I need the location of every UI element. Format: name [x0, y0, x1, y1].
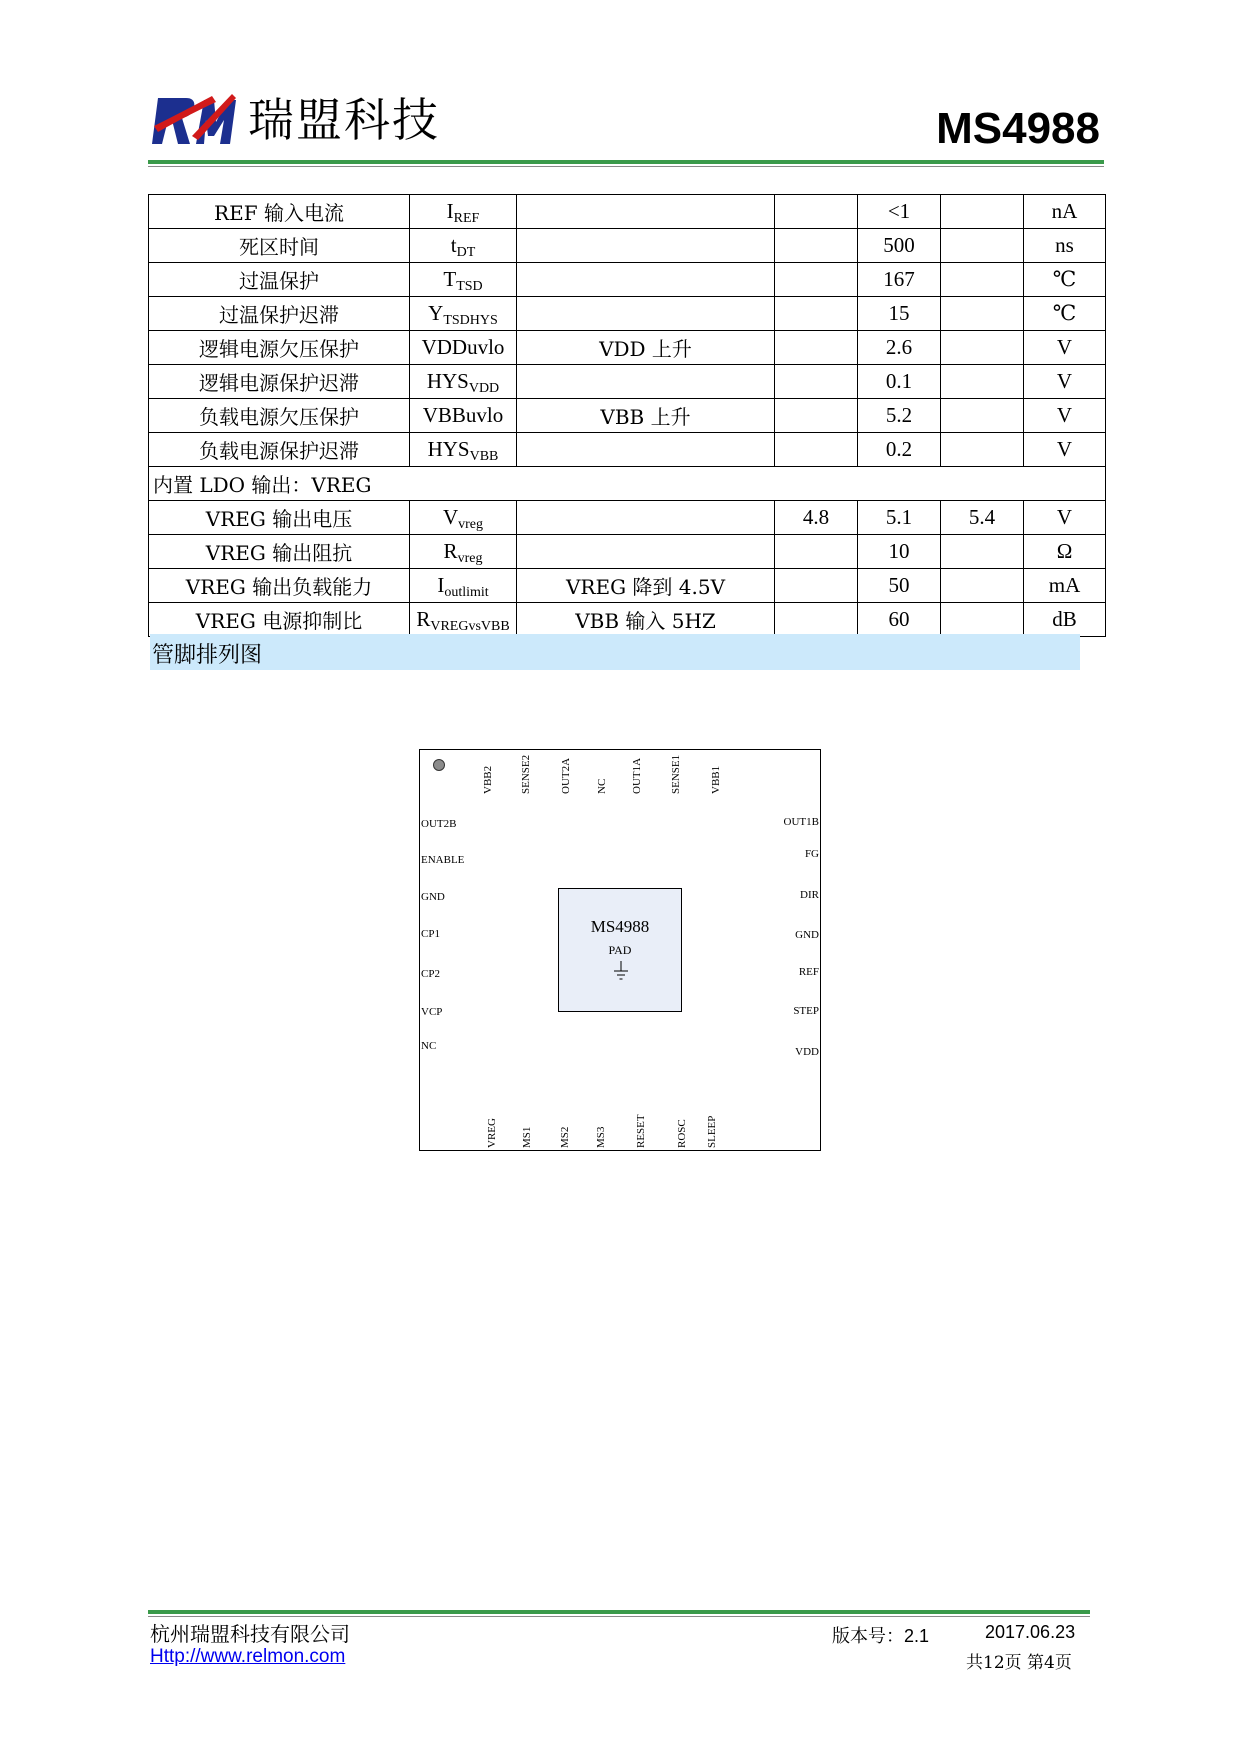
condition-cell — [517, 297, 775, 331]
logo-mark-icon — [152, 92, 236, 150]
pin-label-left: CP2 — [421, 968, 440, 980]
max-cell — [941, 195, 1024, 229]
max-cell — [941, 603, 1024, 637]
parameter-cell: VREG 输出电压 — [149, 501, 410, 535]
footer-date: 2017.06.23 — [985, 1622, 1076, 1642]
exposed-pad — [558, 888, 682, 1012]
symbol-cell — [410, 297, 517, 331]
table-row — [149, 263, 1106, 297]
unit-cell: ℃ — [1024, 297, 1106, 331]
pin-label-left: CP1 — [421, 928, 440, 940]
pin-label-top: VBB2 — [482, 765, 494, 794]
footer-version — [832, 1622, 929, 1648]
pin-label-bottom: MS3 — [595, 1126, 607, 1148]
symbol: HYS — [427, 437, 470, 461]
pin-label-bottom: RESET — [635, 1114, 647, 1148]
symbol: Y — [428, 301, 444, 325]
min-cell — [775, 399, 858, 433]
table-row — [149, 365, 1106, 399]
symbol-cell — [410, 603, 517, 637]
pin-label-right: STEP — [793, 1005, 819, 1017]
condition-cell — [517, 229, 775, 263]
symbol-cell — [410, 433, 517, 467]
typ-cell: 60 — [858, 603, 941, 637]
symbol-subscript: VBB — [469, 449, 499, 464]
pin-label-right: FG — [804, 848, 819, 860]
table-row — [149, 603, 1106, 637]
company-name: 瑞盟科技 — [248, 93, 440, 147]
unit-cell: Ω — [1024, 535, 1106, 569]
pin-label-left: ENABLE — [421, 854, 465, 866]
symbol: R — [443, 539, 458, 563]
unit-cell: V — [1024, 399, 1106, 433]
typ-cell: 10 — [858, 535, 941, 569]
pin-label-bottom: ROSC — [676, 1119, 688, 1148]
footer-rule — [148, 1610, 1090, 1614]
symbol: VDDuvlo — [421, 335, 505, 359]
symbol-subscript: vreg — [457, 551, 483, 566]
symbol: HYS — [426, 369, 469, 393]
min-cell — [775, 535, 858, 569]
typ-cell: <1 — [858, 195, 941, 229]
min-cell — [775, 433, 858, 467]
pin-label-right: OUT1B — [783, 816, 819, 828]
parameter-cell: 负载电源欠压保护 — [149, 399, 410, 433]
symbol-cell — [410, 365, 517, 399]
parameter-cell: VREG 电源抑制比 — [149, 603, 410, 637]
parameter-cell: REF 输入电流 — [149, 195, 410, 229]
condition-cell — [517, 433, 775, 467]
condition-cell: VBB 上升 — [517, 399, 775, 433]
condition-cell — [517, 365, 775, 399]
pin-label-right: DIR — [800, 889, 819, 901]
symbol: R — [416, 607, 431, 631]
max-cell — [941, 399, 1024, 433]
parameter-cell: 死区时间 — [149, 229, 410, 263]
unit-cell: V — [1024, 501, 1106, 535]
pad-label: PAD — [608, 943, 632, 957]
symbol-subscript: VDD — [468, 381, 500, 396]
parameter-cell: VREG 输出阻抗 — [149, 535, 410, 569]
table-row — [149, 229, 1106, 263]
max-cell — [941, 297, 1024, 331]
symbol-subscript: VREGvsVBB — [430, 619, 510, 634]
symbol-cell — [410, 263, 517, 297]
pin-label-right: VDD — [795, 1046, 819, 1058]
table-row — [149, 331, 1106, 365]
parameter-cell: VREG 输出负载能力 — [149, 569, 410, 603]
pin-label-top: VBB1 — [710, 765, 722, 794]
symbol-subscript: REF — [453, 211, 480, 226]
symbol: I — [437, 573, 445, 597]
pin-label-top: OUT1A — [631, 757, 643, 794]
section-title: 管脚排列图 — [152, 643, 263, 668]
max-cell — [941, 229, 1024, 263]
max-cell — [941, 569, 1024, 603]
pin-label-bottom: MS2 — [559, 1126, 571, 1148]
symbol-cell — [410, 399, 517, 433]
pin-label-bottom: VREG — [486, 1118, 498, 1148]
pin-label-top: OUT2A — [560, 757, 572, 794]
section-header-bar — [150, 634, 1080, 670]
typ-cell: 0.1 — [858, 365, 941, 399]
pin-label-right: REF — [798, 966, 819, 978]
footer-company: 杭州瑞盟科技有限公司 — [150, 1622, 350, 1646]
min-cell — [775, 297, 858, 331]
typ-cell: 2.6 — [858, 331, 941, 365]
unit-cell: nA — [1024, 195, 1106, 229]
table-section-row — [149, 467, 1106, 501]
symbol: V — [442, 505, 459, 529]
condition-cell — [517, 263, 775, 297]
typ-cell: 0.2 — [858, 433, 941, 467]
symbol-cell — [410, 569, 517, 603]
min-cell — [775, 569, 858, 603]
min-cell — [775, 263, 858, 297]
symbol-cell — [410, 331, 517, 365]
table-row — [149, 433, 1106, 467]
pin-label-top: SENSE1 — [670, 754, 682, 794]
min-cell: 4.8 — [775, 501, 858, 535]
pin-label-left: OUT2B — [421, 818, 457, 830]
pin-label-top: SENSE2 — [520, 754, 532, 794]
parameter-cell: 逻辑电源欠压保护 — [149, 331, 410, 365]
max-cell — [941, 535, 1024, 569]
parameter-cell: 逻辑电源保护迟滞 — [149, 365, 410, 399]
table-row — [149, 297, 1106, 331]
table-row — [149, 399, 1106, 433]
min-cell — [775, 331, 858, 365]
min-cell — [775, 603, 858, 637]
symbol-cell — [410, 195, 517, 229]
header-rule-thin — [148, 166, 1104, 167]
condition-cell — [517, 535, 775, 569]
symbol-cell — [410, 229, 517, 263]
footer-rule-thin — [148, 1616, 1090, 1617]
condition-cell: VDD 上升 — [517, 331, 775, 365]
condition-cell: VREG 降到 4.5V — [517, 569, 775, 603]
symbol: T — [443, 267, 457, 291]
min-cell — [775, 365, 858, 399]
symbol-subscript: TSD — [456, 279, 483, 294]
pin-label-top: NC — [596, 778, 608, 794]
unit-cell: mA — [1024, 569, 1106, 603]
symbol-cell — [410, 501, 517, 535]
symbol-subscript: DT — [456, 245, 476, 260]
min-cell — [775, 229, 858, 263]
typ-cell: 5.2 — [858, 399, 941, 433]
condition-cell — [517, 501, 775, 535]
symbol-subscript: TSDHYS — [443, 313, 498, 328]
parameter-cell: 过温保护 — [149, 263, 410, 297]
typ-cell: 15 — [858, 297, 941, 331]
min-cell — [775, 195, 858, 229]
condition-cell — [517, 195, 775, 229]
unit-cell: ns — [1024, 229, 1106, 263]
table-row — [149, 535, 1106, 569]
symbol: VBBuvlo — [422, 403, 504, 427]
symbol: t — [450, 233, 457, 257]
pin-label-bottom: MS1 — [521, 1126, 533, 1148]
symbol-subscript: vreg — [458, 517, 484, 532]
electrical-characteristics-table — [148, 194, 1106, 637]
unit-cell: V — [1024, 365, 1106, 399]
parameter-cell: 过温保护迟滞 — [149, 297, 410, 331]
footer-website-link[interactable]: Http://www.relmon.com — [150, 1646, 346, 1667]
unit-cell: ℃ — [1024, 263, 1106, 297]
pin-label-left: NC — [421, 1040, 437, 1052]
pin-label-right: GND — [795, 929, 819, 941]
pin-label-bottom: SLEEP — [706, 1115, 718, 1148]
version-label: 版本号： — [832, 1626, 904, 1647]
symbol: I — [446, 199, 454, 223]
max-cell — [941, 331, 1024, 365]
max-cell — [941, 365, 1024, 399]
condition-cell: VBB 输入 5HZ — [517, 603, 775, 637]
typ-cell: 5.1 — [858, 501, 941, 535]
part-number-title: MS4988 — [936, 104, 1100, 153]
unit-cell: V — [1024, 331, 1106, 365]
typ-cell: 500 — [858, 229, 941, 263]
max-cell: 5.4 — [941, 501, 1024, 535]
symbol-cell — [410, 535, 517, 569]
version-value: 2.1 — [904, 1626, 930, 1646]
typ-cell: 167 — [858, 263, 941, 297]
max-cell — [941, 263, 1024, 297]
unit-cell: V — [1024, 433, 1106, 467]
max-cell — [941, 433, 1024, 467]
pin1-indicator-icon — [433, 759, 445, 771]
symbol-subscript: outlimit — [444, 585, 489, 600]
section-ldo-label: 内置 LDO 输出：VREG — [149, 467, 1106, 501]
table-row — [149, 195, 1106, 229]
chip-label: MS4988 — [590, 917, 650, 936]
parameter-cell: 负载电源保护迟滞 — [149, 433, 410, 467]
pin-diagram — [419, 749, 821, 1151]
table-row — [149, 501, 1106, 535]
unit-cell: dB — [1024, 603, 1106, 637]
typ-cell: 50 — [858, 569, 941, 603]
pin-label-left: VCP — [421, 1006, 443, 1018]
header-rule — [148, 160, 1104, 164]
pin-label-left: GND — [421, 891, 445, 903]
ground-icon — [611, 961, 631, 981]
table-row — [149, 569, 1106, 603]
footer-page-count: 共12页 第4页 — [966, 1653, 1072, 1673]
